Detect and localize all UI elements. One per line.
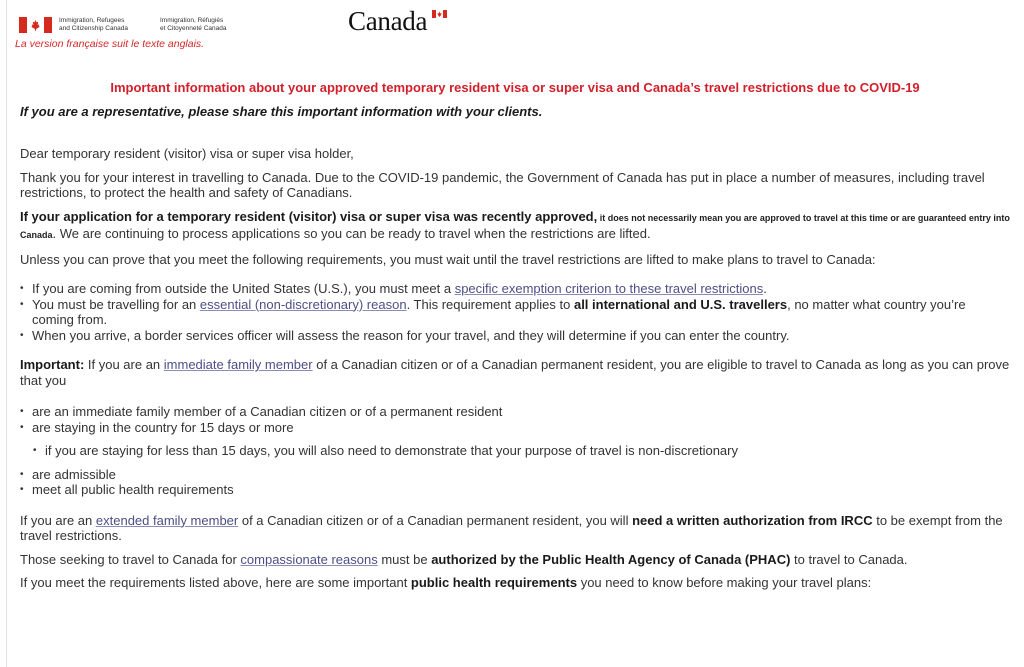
department-name-en: [59, 17, 128, 33]
compassionate-text: must be: [377, 551, 432, 567]
extended-bold: need a written authorization from IRCC: [632, 512, 873, 528]
essential-reason-link[interactable]: essential (non-discretionary) reason: [199, 296, 407, 312]
list-item: [20, 281, 1010, 297]
health-bold: public health requirements: [410, 575, 578, 590]
greeting: Dear temporary resident (visitor) visa or super visa holder,: [20, 146, 354, 161]
compassionate-paragraph: [20, 552, 1010, 568]
conditions-list: [20, 404, 1010, 435]
email-frame: [6, 0, 1024, 667]
list-item: • if you are staying for less than 15 days, you will also need to demonstrate that your purpose of travel is non-discretionary: [33, 443, 1010, 459]
extended-family-paragraph: [20, 513, 1010, 544]
extended-text: of a Canadian citizen or of a Canadian permanent resident, you will: [238, 512, 633, 528]
item-bold: all international and U.S. travellers: [573, 296, 788, 312]
item-text: .: [763, 281, 767, 296]
health-text: you need to know before making your travel plans:: [577, 575, 872, 590]
list-item: • When you arrive, a border services officer will assess the reason for your travel, and they will determine if you can enter the country.: [20, 328, 1010, 344]
important-label: Important:: [20, 357, 85, 372]
important-text: of a Canadian citizen or of a Canadian permanent resident, you are eligible to travel to Canada as long as you can prove that you: [20, 357, 1010, 388]
canada-flag-icon: [19, 17, 52, 33]
unless-paragraph: Unless you can prove that you meet the following requirements, you must wait until the travel restrictions are lifted to make plans to travel to Canada:: [20, 251, 876, 267]
wordmark-flag-icon: [432, 10, 447, 18]
item-text: , no matter what country you’re coming from.: [32, 296, 966, 327]
representative-note: If you are a representative, please share this important information with your clients.: [20, 103, 543, 119]
department-fr-line2: et Citoyenneté Canada: [160, 25, 227, 32]
item-text: If you are coming from outside the United States (U.S.), you must meet a: [32, 281, 455, 296]
list-item: [20, 297, 1010, 328]
list-item: • are an immediate family member of a Canadian citizen or of a permanent resident: [20, 404, 1010, 420]
compassionate-bold: authorized by the Public Health Agency of Canada (PHAC): [431, 551, 791, 567]
wordmark-text: Canada: [348, 6, 428, 36]
department-fr-line1: Immigration, Réfugiés: [160, 17, 224, 24]
department-name-fr: [160, 17, 227, 33]
approved-rest: . We are continuing to process applications so you can be ready to travel when the restrictions are lifted.: [52, 226, 651, 241]
immediate-family-link[interactable]: immediate family member: [163, 357, 313, 372]
compassionate-text: to travel to Canada.: [790, 551, 908, 567]
email-body: [20, 80, 1010, 599]
department-en-line2: and Citizenship Canada: [59, 25, 129, 32]
sub-conditions-list: [33, 443, 1010, 459]
notice-title: Important information about your approved temporary resident visa or super visa and Canada’s travel restrictions due to COVID-19: [110, 80, 920, 95]
approved-paragraph: [20, 209, 1010, 244]
compassionate-reasons-link[interactable]: compassionate reasons: [240, 551, 378, 567]
intro-paragraph: Thank you for your interest in travelling to Canada. Due to the COVID-19 pandemic, the Government of Canada has put in place a number of measures, including travel restrictions, to protect the health and safety of Canadians.: [20, 169, 985, 200]
list-item: • are admissible: [20, 467, 1010, 483]
extended-text: If you are an: [20, 512, 96, 528]
header: [7, 0, 1024, 55]
list-item: • meet all public health requirements: [20, 482, 1010, 498]
exemption-criterion-link[interactable]: specific exemption criterion to these travel restrictions: [454, 281, 764, 296]
important-text: If you are an: [84, 357, 164, 372]
list-item: • are staying in the country for 15 days or more: [20, 420, 1010, 436]
canada-wordmark: [348, 6, 427, 40]
item-text: You must be travelling for an: [32, 296, 200, 312]
health-requirements-paragraph: [20, 575, 1010, 591]
conditions-list-2: [20, 467, 1010, 498]
extended-text: to be exempt from the travel restrictions.: [20, 512, 1003, 543]
approved-small: it does not necessarily mean you are approved to travel at this time or are guaranteed entry into Canada: [20, 212, 1010, 240]
health-text: If you meet the requirements listed above, here are some important: [20, 575, 411, 590]
approved-bold: If your application for a temporary resident (visitor) visa or super visa was recently approved,: [20, 208, 598, 224]
item-text: . This requirement applies to: [406, 296, 574, 312]
important-paragraph: [20, 357, 1010, 388]
extended-family-link[interactable]: extended family member: [95, 512, 239, 528]
requirements-list: [20, 281, 1010, 343]
compassionate-text: Those seeking to travel to Canada for: [20, 551, 241, 567]
french-version-note: La version française suit le texte anglais.: [15, 38, 205, 50]
department-en-line1: Immigration, Refugees: [59, 17, 125, 24]
